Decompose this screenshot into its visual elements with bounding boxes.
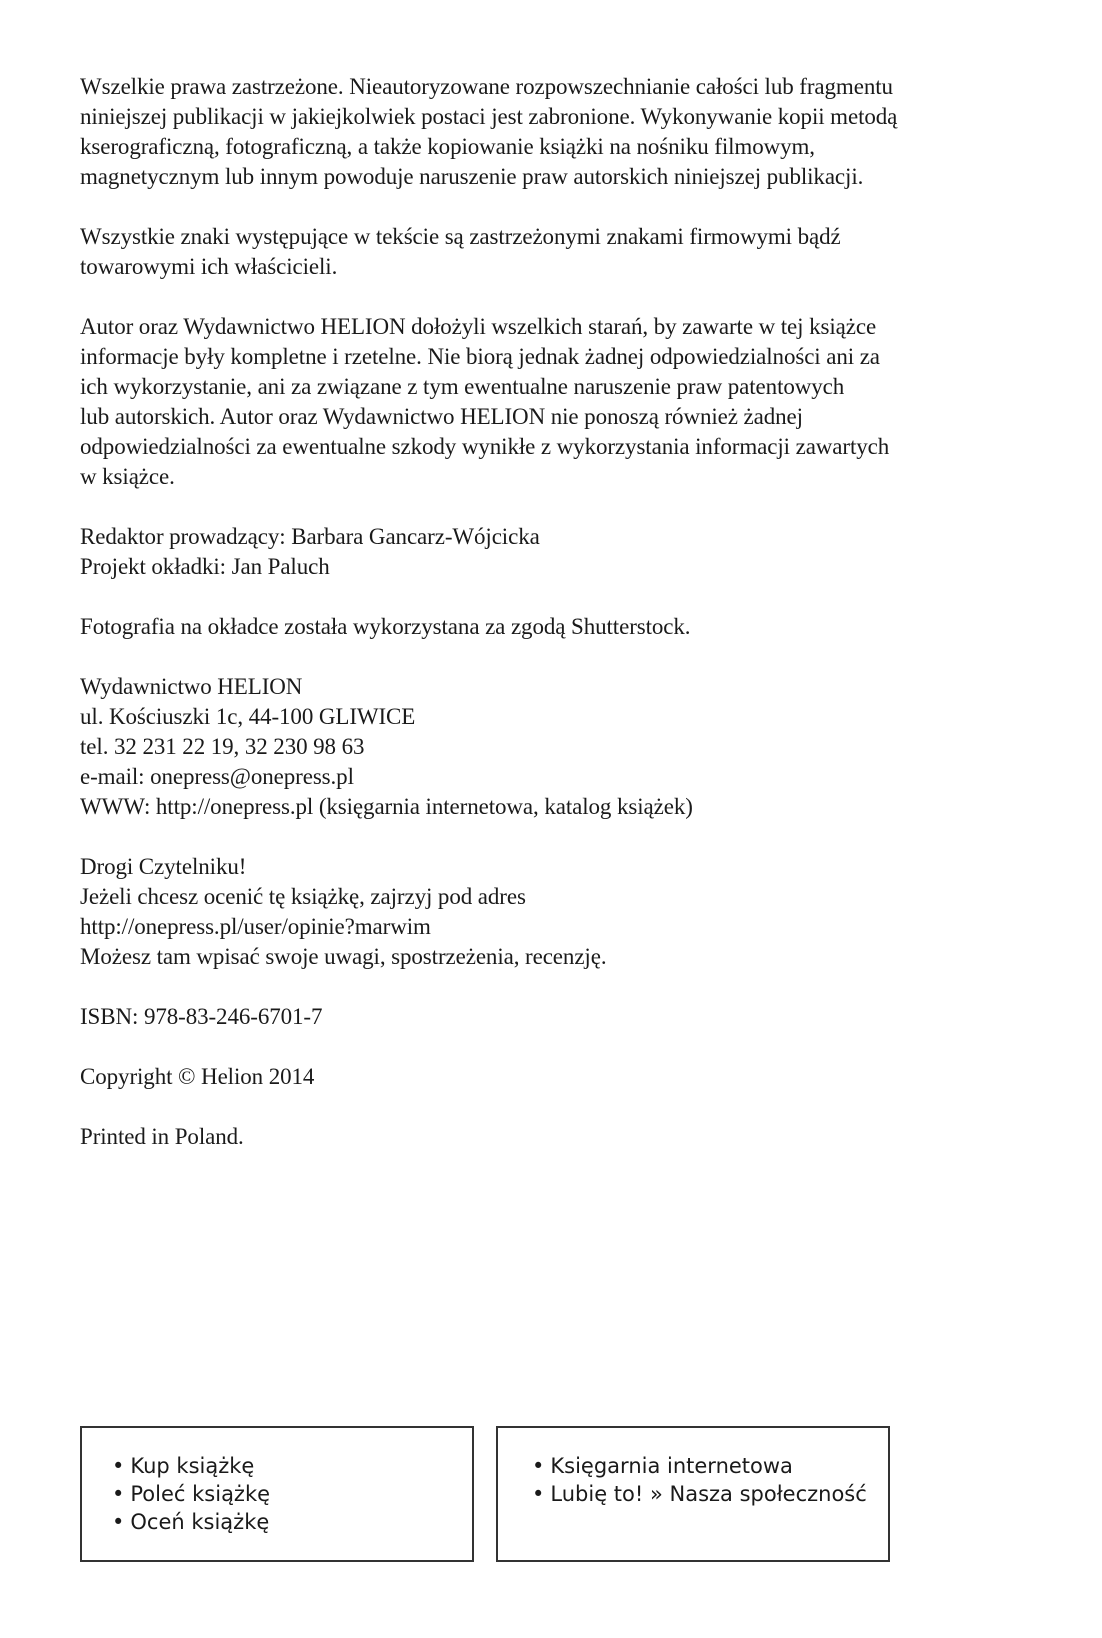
trademarks-notice <box>80 222 1020 282</box>
link-label: Księgarnia internetowa <box>550 1454 793 1478</box>
photo-credit <box>80 612 1020 642</box>
link-label: Oceń książkę <box>130 1510 270 1534</box>
publisher-email: e-mail: onepress@onepress.pl <box>80 764 354 789</box>
recommend-book-link[interactable] <box>112 1480 472 1508</box>
text-line: niniejszej publikacji w jakiejkolwiek postaci jest zabronione. Wykonywanie kopii metodą <box>80 104 898 129</box>
bullet: • <box>112 1482 125 1506</box>
community-box <box>496 1426 890 1562</box>
reader-greeting: Drogi Czytelniku! <box>80 854 247 879</box>
link-boxes <box>80 1426 900 1566</box>
text-line: Fotografia na okładce została wykorzystana za zgodą Shutterstock. <box>80 614 691 639</box>
text-line: odpowiedzialności za ewentualne szkody wynikłe z wykorzystania informacji zawartych <box>80 434 890 459</box>
bullet: • <box>112 1510 125 1534</box>
text-line: ich wykorzystanie, ani za związane z tym ewentualne naruszenie praw patentowych <box>80 374 845 399</box>
community-link[interactable] <box>532 1480 888 1508</box>
text-line: w książce. <box>80 464 175 489</box>
publisher-info <box>80 672 1020 822</box>
online-bookstore-link[interactable] <box>532 1452 888 1480</box>
publisher-www: WWW: http://onepress.pl (księgarnia internetowa, katalog książek) <box>80 794 693 819</box>
bullet: • <box>532 1454 545 1478</box>
book-actions-box <box>80 1426 474 1562</box>
link-label: Lubię to! » Nasza społeczność <box>550 1482 867 1506</box>
text-line: Wszelkie prawa zastrzeżone. Nieautoryzowane rozpowszechnianie całości lub fragmentu <box>80 74 893 99</box>
copyright-notice <box>80 72 1020 192</box>
credits <box>80 522 1020 582</box>
text-line: lub autorskich. Autor oraz Wydawnictwo HELION nie ponoszą również żadnej <box>80 404 803 429</box>
text-line: kserograficzną, fotograficzną, a także kopiowanie książki na nośniku filmowym, <box>80 134 815 159</box>
copyright-line <box>80 1062 1020 1092</box>
isbn <box>80 1002 1020 1032</box>
text-line: magnetycznym lub innym powoduje naruszenie praw autorskich niniejszej publikacji. <box>80 164 864 189</box>
reader-note <box>80 852 1020 972</box>
text-line: Autor oraz Wydawnictwo HELION dołożyli wszelkich starań, by zawarte w tej książce <box>80 314 877 339</box>
text-line: Wszystkie znaki występujące w tekście są zastrzeżonymi znakami firmowymi bądź <box>80 224 841 249</box>
link-label: Poleć książkę <box>130 1482 271 1506</box>
printed-in <box>80 1122 1020 1152</box>
review-url: http://onepress.pl/user/opinie?marwim <box>80 914 431 939</box>
disclaimer <box>80 312 1020 492</box>
printed-text: Printed in Poland. <box>80 1124 244 1149</box>
editor-credit: Redaktor prowadzący: Barbara Gancarz-Wójcicka <box>80 524 540 549</box>
isbn-text: ISBN: 978-83-246-6701-7 <box>80 1004 323 1029</box>
text-line: Jeżeli chcesz ocenić tę książkę, zajrzyj pod adres <box>80 884 526 909</box>
text-line: Możesz tam wpisać swoje uwagi, spostrzeżenia, recenzję. <box>80 944 607 969</box>
text-line: towarowymi ich właścicieli. <box>80 254 338 279</box>
cover-credit: Projekt okładki: Jan Paluch <box>80 554 330 579</box>
bullet: • <box>532 1482 545 1506</box>
imprint-page <box>80 72 1020 1182</box>
text-line: informacje były kompletne i rzetelne. Nie biorą jednak żadnej odpowiedzialności ani za <box>80 344 880 369</box>
buy-book-link[interactable] <box>112 1452 472 1480</box>
rate-book-link[interactable] <box>112 1508 472 1536</box>
link-label: Kup książkę <box>130 1454 255 1478</box>
publisher-name: Wydawnictwo HELION <box>80 674 303 699</box>
publisher-phone: tel. 32 231 22 19, 32 230 98 63 <box>80 734 365 759</box>
bullet: • <box>112 1454 125 1478</box>
copyright-text: Copyright © Helion 2014 <box>80 1064 315 1089</box>
publisher-address: ul. Kościuszki 1c, 44-100 GLIWICE <box>80 704 416 729</box>
